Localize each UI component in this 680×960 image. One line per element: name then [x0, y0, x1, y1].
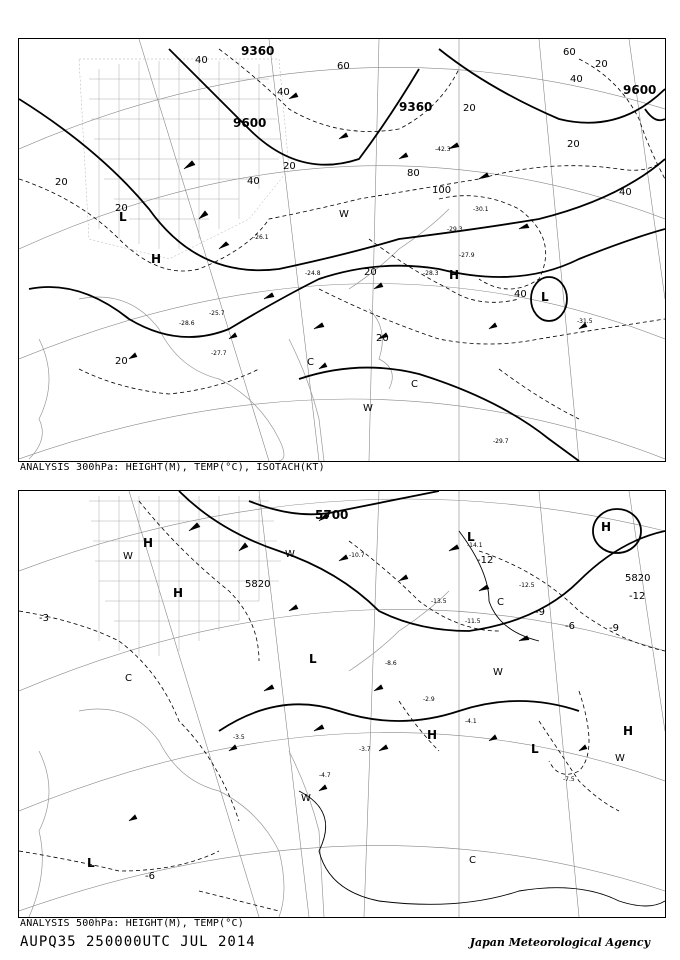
temp-value: -26.1 [253, 234, 269, 241]
isotach-label: 20 [115, 203, 128, 214]
temp-value: -30.1 [473, 206, 489, 213]
temp-value: -10.7 [349, 552, 365, 559]
height-label: 9600 [233, 116, 267, 130]
low-pressure-center: L [541, 290, 549, 304]
isotach-label: 40 [514, 289, 527, 300]
low-pressure-center: L [309, 652, 317, 666]
height-label: 5820 [245, 579, 271, 590]
isotach-label: 80 [407, 168, 420, 179]
cold-front-label: C [307, 357, 314, 368]
isotach-label: 20 [115, 356, 128, 367]
temp-value: -27.9 [459, 252, 475, 259]
temp-value: -29.3 [447, 226, 463, 233]
high-pressure-center: H [601, 520, 612, 534]
isotach-label: 40 [195, 55, 208, 66]
caption-500hpa: ANALYSIS 500hPa: HEIGHT(M), TEMP(°C) [20, 918, 244, 929]
agency-name: Japan Meteorological Agency [469, 936, 650, 949]
high-pressure-center: H [623, 724, 634, 738]
warm-front-label: W [285, 549, 295, 560]
thin-contours [299, 531, 665, 906]
temp-value: -28.3 [423, 270, 439, 277]
low-pressure-center: L [87, 856, 95, 870]
temp-value: -4.7 [319, 772, 331, 779]
temp-value: -12.5 [519, 582, 535, 589]
temp-value: -7.5 [563, 776, 575, 783]
temp-value: -11.5 [465, 618, 481, 625]
map-300hpa-canvas [19, 39, 665, 461]
temp-value: -42.3 [435, 146, 451, 153]
temp-value: -24.8 [305, 270, 321, 277]
isotherm-label: -6 [565, 621, 575, 632]
height-label: 9360 [241, 44, 275, 58]
low-pressure-center: L [467, 530, 475, 544]
isotherm-label: -9 [609, 623, 619, 634]
map-500hpa-canvas [19, 491, 665, 917]
isotach-label: 20 [376, 333, 389, 344]
isotach-label: 40 [619, 187, 632, 198]
isotach-label: 20 [364, 267, 377, 278]
warm-front-label: W [615, 753, 625, 764]
cold-front-label: C [125, 673, 132, 684]
cold-front-label: C [469, 855, 476, 866]
warm-front-label: W [493, 667, 503, 678]
temp-value: -13.5 [431, 598, 447, 605]
isotach-label: 60 [563, 47, 576, 58]
high-pressure-center: H [449, 268, 460, 282]
temp-value: -3.7 [359, 746, 371, 753]
hatched-area [79, 59, 289, 259]
temp-value: -28.6 [179, 320, 195, 327]
low-pressure-center: L [531, 742, 539, 756]
height-label: 9360 [399, 100, 433, 114]
wind-barbs [129, 514, 587, 821]
graticule [19, 491, 665, 917]
isotherm-label: -9 [535, 607, 545, 618]
isotherm-label: -6 [145, 871, 155, 882]
isotherm-label: -12 [477, 555, 494, 566]
temp-value: -2.9 [423, 696, 435, 703]
isotach-label: 20 [55, 177, 68, 188]
isotach-label: 40 [570, 74, 583, 85]
height-label: 5700 [315, 508, 349, 522]
height-label: 5820 [625, 573, 651, 584]
temp-value: -29.7 [493, 438, 509, 445]
warm-front-label: W [363, 403, 373, 414]
isotach-label: 40 [247, 176, 260, 187]
cold-front-label: C [497, 597, 504, 608]
height-contours [179, 491, 665, 731]
temp-value: -31.5 [577, 318, 593, 325]
isotach-label: 60 [337, 61, 350, 72]
isotach-label: 100 [432, 185, 452, 196]
temp-value: -25.7 [209, 310, 225, 317]
isotach-label: 40 [277, 87, 290, 98]
isotherm-label: -12 [629, 591, 646, 602]
high-pressure-center: H [143, 536, 154, 550]
graticule [19, 39, 665, 461]
warm-front-label: W [301, 793, 311, 804]
isotach-label: 20 [567, 139, 580, 150]
high-pressure-center: H [151, 252, 162, 266]
height-label: 9600 [623, 83, 657, 97]
low-pressure-center: L [119, 210, 127, 224]
warm-front-label: W [123, 551, 133, 562]
warm-front-label: W [339, 209, 349, 220]
map-panel-500hpa [18, 490, 666, 918]
isotach-label: 20 [463, 103, 476, 114]
cold-front-label: C [411, 379, 418, 390]
temp-value: -14.1 [467, 542, 483, 549]
temp-value: -27.7 [211, 350, 227, 357]
temperature-contours [19, 501, 665, 911]
high-pressure-center: H [427, 728, 438, 742]
high-pressure-center: H [173, 586, 184, 600]
isotach-label: 20 [283, 161, 296, 172]
hatched-area [89, 496, 281, 656]
wind-barbs [129, 93, 587, 369]
isotherm-label: -3 [39, 613, 49, 624]
caption-300hpa: ANALYSIS 300hPa: HEIGHT(M), TEMP(°C), ISOTACH(KT) [20, 462, 325, 473]
temp-value: -4.1 [465, 718, 477, 725]
temp-value: -3.5 [233, 734, 245, 741]
chart-code: AUPQ35 250000UTC JUL 2014 [20, 934, 256, 950]
map-panel-300hpa [18, 38, 666, 462]
isotach-label: 20 [595, 59, 608, 70]
temp-value: -8.6 [385, 660, 397, 667]
